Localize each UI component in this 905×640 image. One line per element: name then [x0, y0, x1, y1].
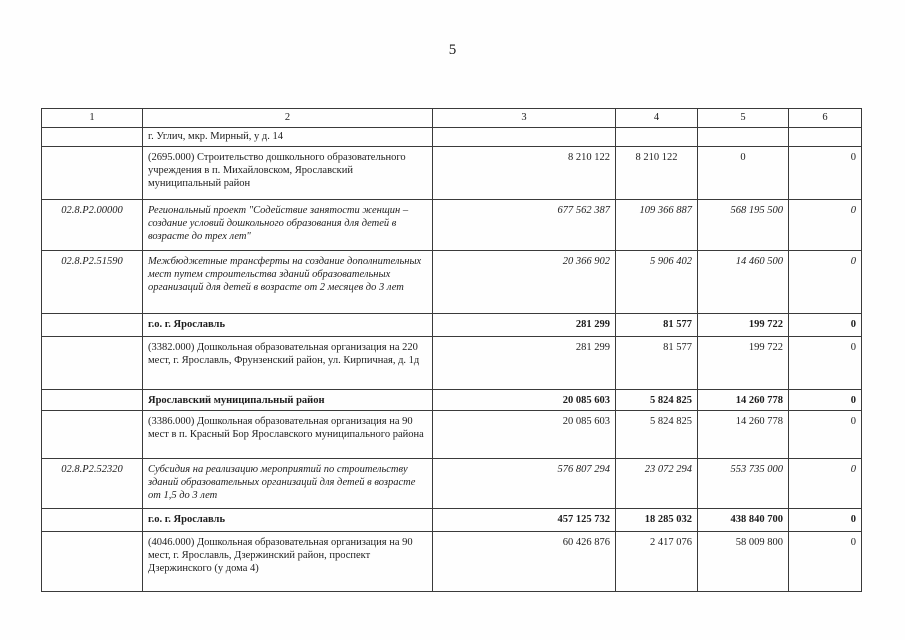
- row-value-col3: 457 125 732: [433, 509, 616, 532]
- row-value-col5: 438 840 700: [698, 509, 789, 532]
- row-description: (3382.000) Дошкольная образовательная организация на 220 мест, г. Ярославль, Фрунзенский район, ул. Кирпичная, д. 1д: [143, 337, 433, 390]
- row-code: [42, 411, 143, 459]
- row-value-col3: 281 299: [433, 337, 616, 390]
- table-row: [42, 509, 862, 532]
- row-value-col3: 20 085 603: [433, 411, 616, 459]
- row-code: [42, 128, 143, 147]
- row-value-col4: 2 417 076: [616, 532, 698, 592]
- table-row: [42, 147, 862, 200]
- row-value-col5: [698, 128, 789, 147]
- row-code: [42, 337, 143, 390]
- row-value-col5: 553 735 000: [698, 459, 789, 509]
- row-code: [42, 532, 143, 592]
- row-value-col4: [616, 128, 698, 147]
- row-description: Региональный проект "Содействие занятости женщин – создание условий дошкольного образования для детей в возрасте до трех лет": [143, 200, 433, 251]
- row-value-col6: 0: [789, 390, 862, 411]
- row-description: Субсидия на реализацию мероприятий по строительству зданий образовательных организаций для детей в возрасте от 1,5 до 3 лет: [143, 459, 433, 509]
- row-value-col6: 0: [789, 337, 862, 390]
- row-value-col3: 281 299: [433, 314, 616, 337]
- row-value-col3: 20 085 603: [433, 390, 616, 411]
- row-value-col4: 5 824 825: [616, 411, 698, 459]
- row-code: [42, 314, 143, 337]
- budget-table: [41, 108, 862, 592]
- row-value-col5: 199 722: [698, 337, 789, 390]
- row-description: (2695.000) Строительство дошкольного образовательного учреждения в п. Михайловском, Ярославский муниципальный район: [143, 147, 433, 200]
- table-header-row: [42, 109, 862, 128]
- row-value-col3: 60 426 876: [433, 532, 616, 592]
- row-value-col6: 0: [789, 459, 862, 509]
- column-header-code: 1: [42, 109, 143, 128]
- table-row: [42, 200, 862, 251]
- row-value-col3: 20 366 902: [433, 251, 616, 314]
- row-value-col5: 568 195 500: [698, 200, 789, 251]
- row-description: г.о. г. Ярославль: [143, 509, 433, 532]
- row-value-col5: 199 722: [698, 314, 789, 337]
- row-value-col6: 0: [789, 314, 862, 337]
- row-value-col5: 58 009 800: [698, 532, 789, 592]
- table-row: [42, 532, 862, 592]
- row-value-col3: 677 562 387: [433, 200, 616, 251]
- row-value-col4: 81 577: [616, 337, 698, 390]
- row-description: (4046.000) Дошкольная образовательная организация на 90 мест, г. Ярославль, Дзержинский район, проспект Дзержинского (у дома 4): [143, 532, 433, 592]
- row-value-col5: 14 460 500: [698, 251, 789, 314]
- row-value-col5: 0: [698, 147, 789, 200]
- row-value-col6: 0: [789, 147, 862, 200]
- table-row: [42, 459, 862, 509]
- row-value-col4: 81 577: [616, 314, 698, 337]
- row-description: г. Углич, мкр. Мирный, у д. 14: [143, 128, 433, 147]
- table-row: [42, 337, 862, 390]
- row-value-col4: 109 366 887: [616, 200, 698, 251]
- row-code: 02.8.P2.52320: [42, 459, 143, 509]
- table-row: [42, 390, 862, 411]
- row-value-col3: [433, 128, 616, 147]
- row-value-col3: 576 807 294: [433, 459, 616, 509]
- table-row: [42, 314, 862, 337]
- row-value-col6: 0: [789, 251, 862, 314]
- row-value-col4: 8 210 122: [616, 147, 698, 200]
- row-value-col3: 8 210 122: [433, 147, 616, 200]
- row-description: Межбюджетные трансферты на создание дополнительных мест путем строительства зданий образовательных организаций для детей в возрасте от 2 месяцев до 3 лет: [143, 251, 433, 314]
- row-value-col6: 0: [789, 411, 862, 459]
- row-value-col4: 5 906 402: [616, 251, 698, 314]
- column-header-total: 3: [433, 109, 616, 128]
- row-description: (3386.000) Дошкольная образовательная организация на 90 мест в п. Красный Бор Ярославского муниципального района: [143, 411, 433, 459]
- row-value-col6: 0: [789, 509, 862, 532]
- column-header-col4: 4: [616, 109, 698, 128]
- row-code: 02.8.P2.00000: [42, 200, 143, 251]
- row-value-col4: 18 285 032: [616, 509, 698, 532]
- table-row: [42, 128, 862, 147]
- row-value-col4: 23 072 294: [616, 459, 698, 509]
- row-value-col6: 0: [789, 200, 862, 251]
- column-header-col5: 5: [698, 109, 789, 128]
- page-number: 5: [448, 42, 457, 58]
- table-row: [42, 411, 862, 459]
- row-value-col6: [789, 128, 862, 147]
- column-header-col6: 6: [789, 109, 862, 128]
- row-code: [42, 390, 143, 411]
- row-code: [42, 509, 143, 532]
- row-description: Ярославский муниципальный район: [143, 390, 433, 411]
- row-value-col6: 0: [789, 532, 862, 592]
- column-header-name: 2: [143, 109, 433, 128]
- row-description: г.о. г. Ярославль: [143, 314, 433, 337]
- row-value-col4: 5 824 825: [616, 390, 698, 411]
- row-value-col5: 14 260 778: [698, 390, 789, 411]
- row-code: [42, 147, 143, 200]
- row-code: 02.8.P2.51590: [42, 251, 143, 314]
- row-value-col5: 14 260 778: [698, 411, 789, 459]
- table-row: [42, 251, 862, 314]
